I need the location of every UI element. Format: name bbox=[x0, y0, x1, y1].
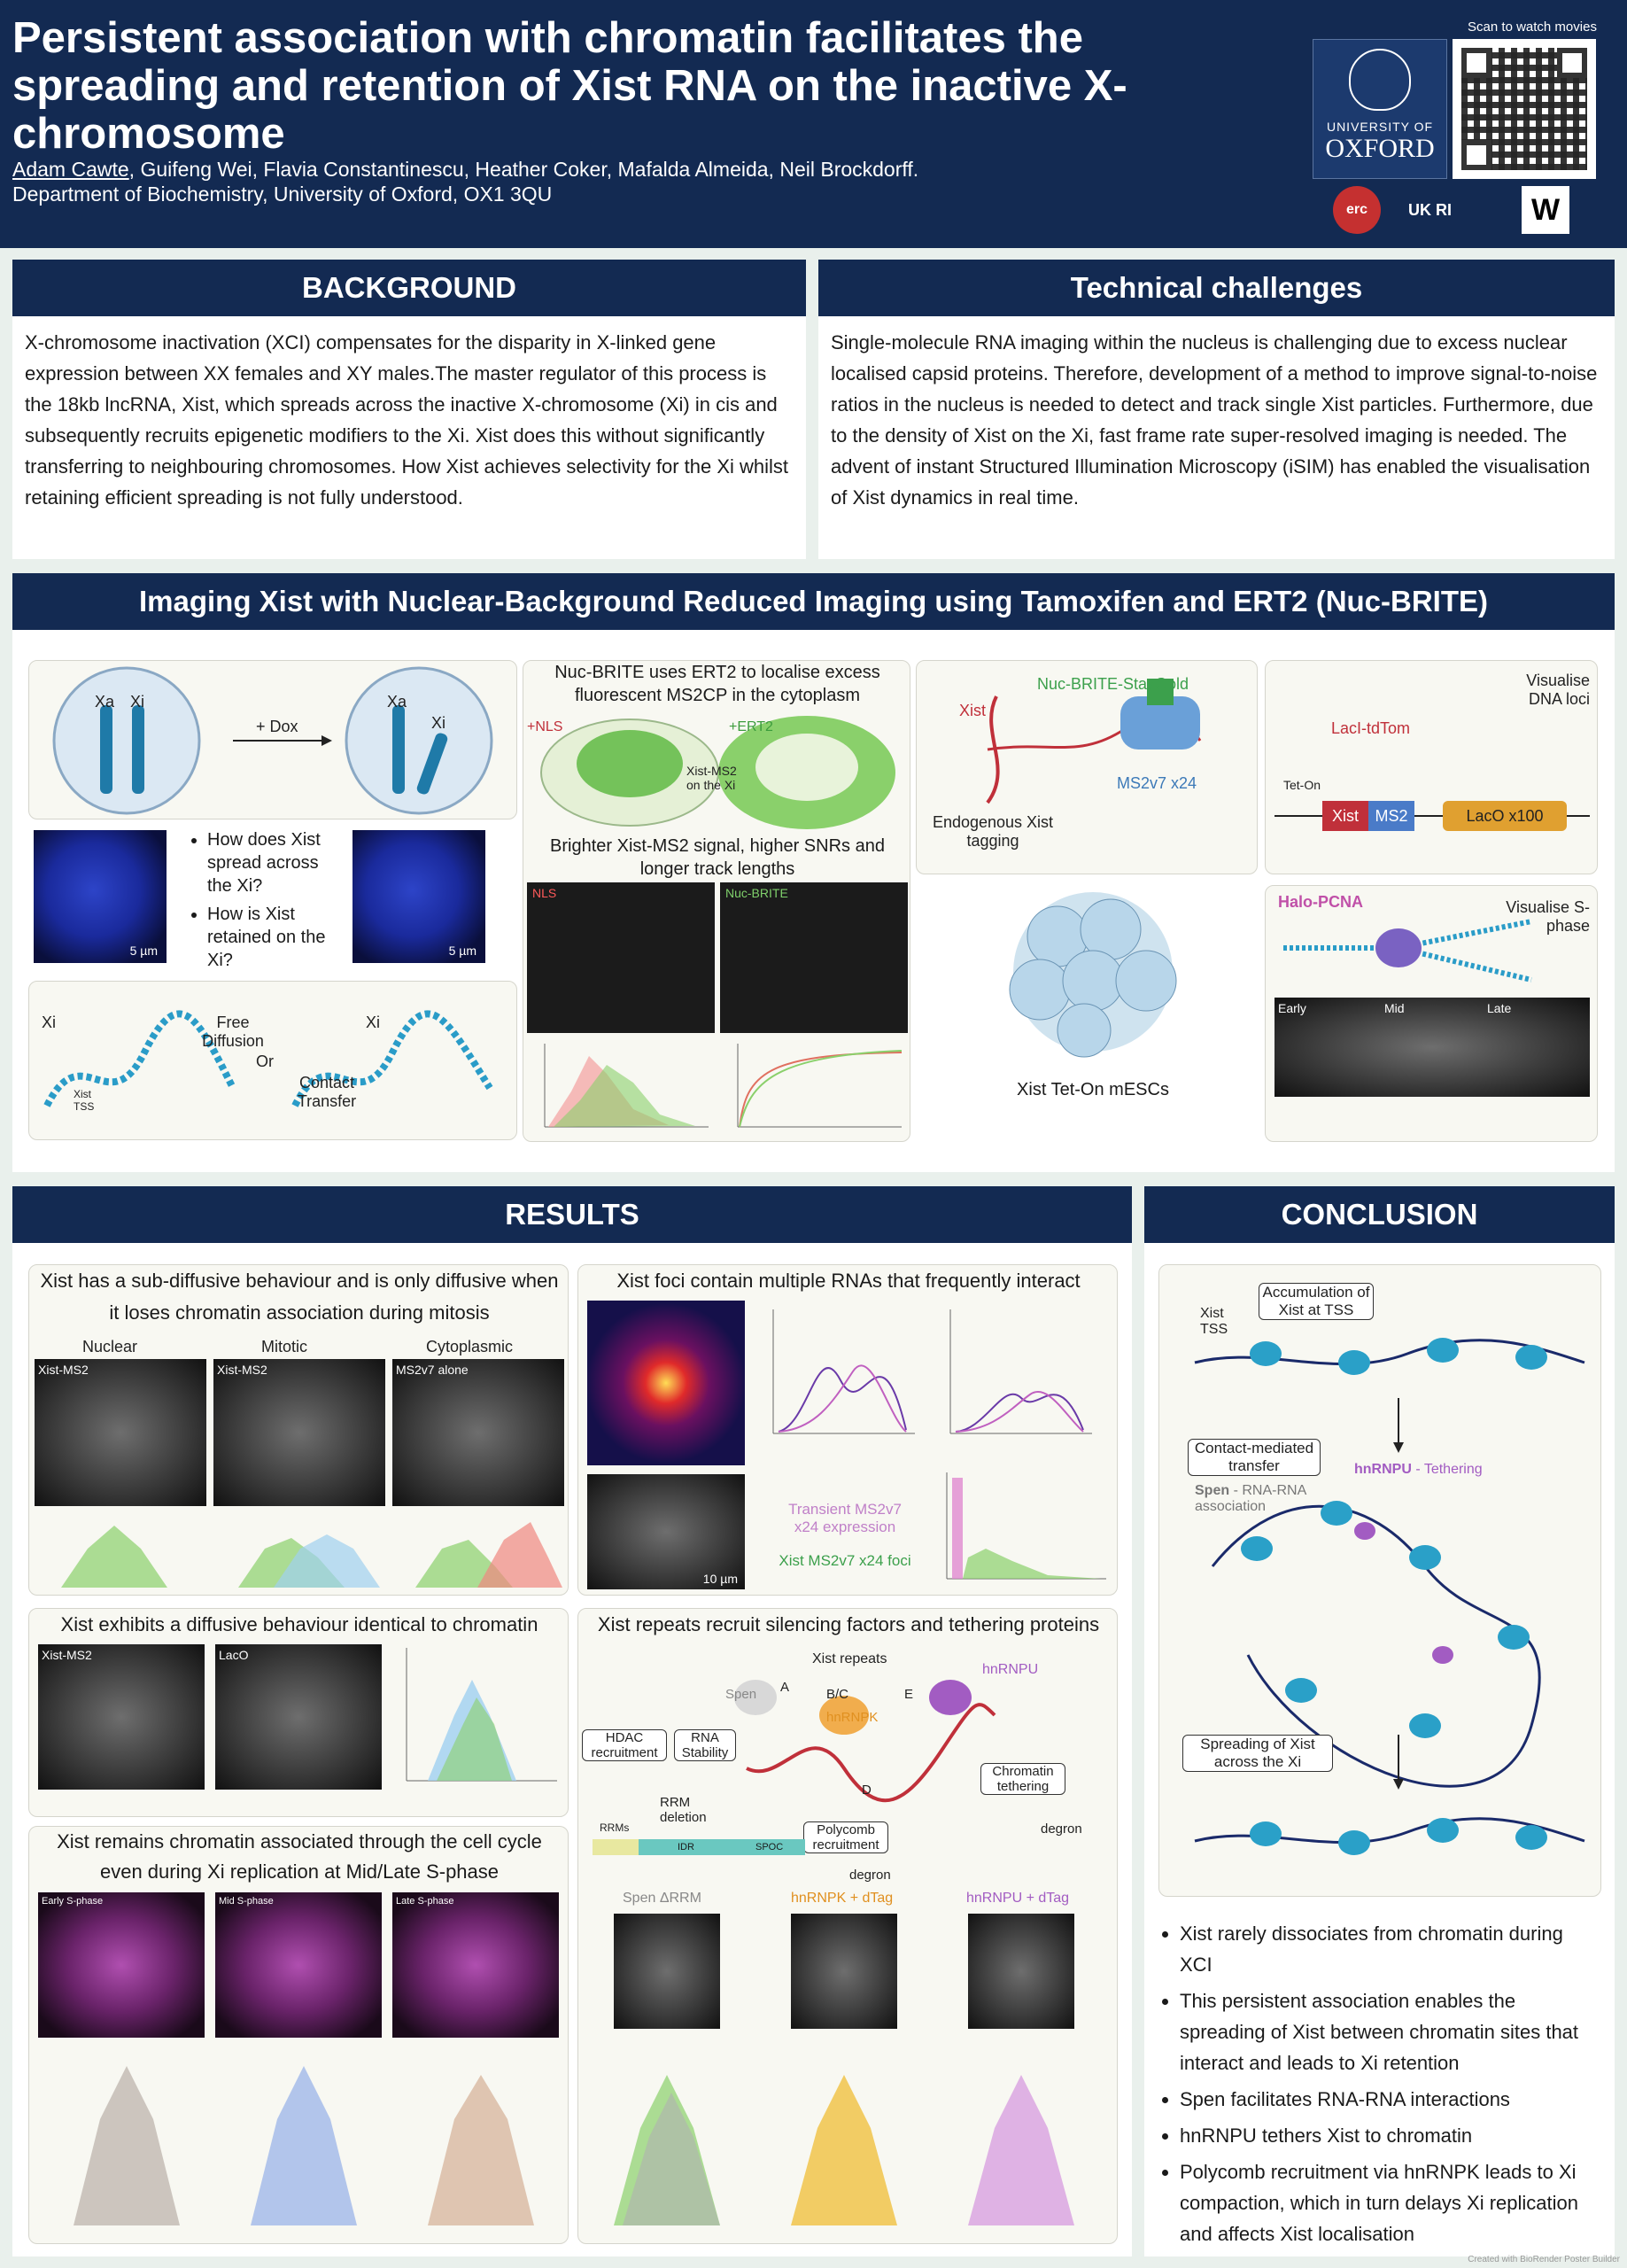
spen-domain-bar bbox=[593, 1839, 805, 1855]
imaging-panel bbox=[12, 573, 1615, 1172]
poster-header bbox=[0, 0, 1627, 248]
tet-on-label: Xist Tet-On mESCs bbox=[1017, 1080, 1169, 1099]
conclusion-diagram bbox=[1158, 1264, 1601, 1897]
conclusion-panel bbox=[1144, 1186, 1615, 2256]
xist-ms2-on-xi-label: Xist-MS2 on the Xi bbox=[686, 764, 737, 792]
col-nuclear: Nuclear bbox=[82, 1338, 138, 1355]
image-label: Early S-phase bbox=[42, 1896, 104, 1907]
snr-histogram bbox=[527, 1038, 715, 1138]
spen-drrm-image bbox=[614, 1914, 720, 2029]
conclusion-list bbox=[1180, 1918, 1596, 2255]
nucbrite-image bbox=[720, 882, 908, 1033]
chromatin-diffusion-panel bbox=[28, 1608, 569, 1817]
repeats-panel bbox=[577, 1608, 1118, 2244]
spen-assoc-text: - RNA-RNA association bbox=[1195, 1483, 1306, 1514]
rrm-domain bbox=[593, 1839, 639, 1855]
mid-label: Mid bbox=[1384, 1001, 1405, 1015]
image-label: Xist-MS2 bbox=[217, 1363, 267, 1377]
background-heading: BACKGROUND bbox=[12, 260, 806, 316]
s-phase-panel bbox=[1265, 885, 1598, 1142]
free-diffusion-label: Free Diffusion bbox=[202, 1014, 264, 1050]
xist-rna-image-before bbox=[34, 830, 167, 963]
nucbrite-panel bbox=[523, 660, 910, 1142]
image-label: Xist-MS2 bbox=[38, 1363, 89, 1377]
image-label: LacO bbox=[219, 1648, 249, 1662]
chromatin-diffusion-title: Xist exhibits a diffusive behaviour identical to chromatin bbox=[60, 1613, 538, 1635]
dox-diagram bbox=[28, 660, 517, 819]
repeats-title: Xist repeats recruit silencing factors and tethering proteins bbox=[597, 1613, 1100, 1635]
xist-label: Xist bbox=[959, 702, 987, 719]
spreading-box: Spreading of Xist across the Xi bbox=[1182, 1735, 1333, 1772]
results-panel bbox=[12, 1186, 1132, 2256]
tethering-text: - Tethering bbox=[1411, 1462, 1483, 1477]
nls-image bbox=[527, 882, 715, 1033]
idr-label: IDR bbox=[678, 1842, 694, 1852]
poster-title: Persistent association with chromatin facilitates the spreading and retention of Xist RNA on the inactive X-chromosome bbox=[12, 14, 1127, 158]
xa-label: Xa bbox=[387, 693, 407, 711]
repeat-d-label: D bbox=[862, 1783, 872, 1798]
mesc-cluster-svg bbox=[978, 874, 1208, 1069]
rrms-label: RRMs bbox=[600, 1821, 630, 1834]
spreading-models bbox=[28, 981, 517, 1140]
subdiffusive-panel bbox=[28, 1264, 569, 1596]
subdiffusive-title: Xist has a sub-diffusive behaviour and is only diffusive when it loses chromatin association during mitosis bbox=[40, 1270, 559, 1324]
challenges-heading: Technical challenges bbox=[818, 260, 1615, 316]
foci-panel bbox=[577, 1264, 1118, 1596]
xi-label: Xi bbox=[366, 1014, 381, 1031]
conclusion-item: • Xist rarely dissociates from chromatin during XCI bbox=[1180, 1918, 1596, 1980]
halo-pcna-label: Halo-PCNA bbox=[1278, 893, 1364, 911]
spen-label: Spen bbox=[725, 1687, 757, 1702]
spen-name: Spen bbox=[1195, 1483, 1230, 1498]
scale-bar-label: 5 µm bbox=[129, 944, 158, 958]
affiliation: Department of Biochemistry, University of Oxford, OX1 3QU bbox=[12, 183, 553, 206]
ukri-logo: UK RI bbox=[1408, 201, 1452, 219]
qr-finder-icon bbox=[1461, 140, 1491, 170]
mid-s-image bbox=[215, 1892, 382, 2038]
conclusion-item: • This persistent association enables the spreading of Xist between chromatin sites that interact and leads to Xi retention bbox=[1180, 1985, 1596, 2078]
scale-bar-label: 5 µm bbox=[448, 944, 476, 958]
nls-label: +NLS bbox=[527, 719, 563, 734]
challenges-text: Single-molecule RNA imaging within the nucleus is challenging due to excess nuclear localised capsid proteins. Therefore, development of a method to improve signal-to-noise ratios in the nucleus is needed to detect and track single Xist particles. Furthermore, due to the density of Xist on the Xi, fast frame rate super-resolved imaging is needed. The advent of instant Structured Illumination Microscopy (iSIM) has enabled the visualisation of Xist dynamics in real time. bbox=[831, 331, 1598, 509]
oxford-crest-icon bbox=[1349, 49, 1411, 111]
scan-label: Scan to watch movies bbox=[1468, 19, 1597, 35]
xist-ms2-image bbox=[38, 1644, 205, 1790]
replication-fork-svg bbox=[1266, 913, 1599, 992]
hnrnpu-name: hnRNPU bbox=[1354, 1462, 1412, 1477]
qr-pattern bbox=[1461, 48, 1587, 170]
molecule-count-histogram bbox=[933, 1469, 1110, 1589]
chromatin-histogram bbox=[392, 1644, 561, 1790]
early-s-image bbox=[38, 1892, 205, 2038]
repeat-a-label: A bbox=[780, 1680, 790, 1695]
xist-rna-image-after bbox=[353, 830, 485, 963]
foci-title: Xist foci contain multiple RNAs that frequently interact bbox=[616, 1270, 1081, 1292]
endogenous-tagging-label: Endogenous Xist tagging bbox=[932, 813, 1054, 850]
or-label: Or bbox=[256, 1052, 274, 1070]
cell-cycle-title: Xist remains chromatin associated through the cell cycle even during Xi replication at Mid/Late S-phase bbox=[57, 1830, 542, 1883]
hnrnpu-tether-label bbox=[1354, 1462, 1483, 1478]
brighter-caption: Brighter Xist-MS2 signal, higher SNRs and longer track lengths bbox=[550, 836, 885, 879]
chromatin-fibre-svg bbox=[29, 982, 518, 1141]
image-label: Xist-MS2 bbox=[42, 1648, 92, 1662]
xist-tss-label: Xist TSS bbox=[1200, 1306, 1228, 1337]
ert2-label: +ERT2 bbox=[729, 719, 773, 734]
degron-label: degron bbox=[1041, 1821, 1082, 1837]
dox-label: + Dox bbox=[256, 718, 298, 735]
xi-label: Xi bbox=[130, 693, 145, 711]
s-phase-histograms bbox=[38, 2048, 561, 2234]
laco-image bbox=[215, 1644, 382, 1790]
authors bbox=[12, 156, 918, 183]
nucbrite-caption: Nuc-BRITE uses ERT2 to localise excess fluorescent MS2CP in the cytoplasm bbox=[554, 663, 880, 705]
erc-logo: erc bbox=[1333, 186, 1381, 234]
spen-assoc-label bbox=[1195, 1483, 1328, 1515]
degron-label: degron bbox=[849, 1868, 891, 1883]
hnrnpk-dtag-image bbox=[791, 1914, 897, 2029]
endogenous-tagging-panel bbox=[916, 660, 1258, 874]
visualise-dna-label: Visualise DNA loci bbox=[1526, 672, 1590, 708]
foci-cell-image bbox=[587, 1474, 745, 1589]
xa-label: Xa bbox=[95, 693, 115, 711]
col-cytoplasmic: Cytoplasmic bbox=[426, 1338, 514, 1355]
repeat-e-label: E bbox=[904, 1687, 914, 1702]
xi-label: Xi bbox=[42, 1014, 57, 1031]
foci-label: Xist MS2v7 x24 foci bbox=[779, 1552, 911, 1569]
construct-xist: Xist bbox=[1322, 801, 1368, 831]
chromatin-tethering-box: Chromatin tethering bbox=[980, 1763, 1065, 1795]
oxford-line1: UNIVERSITY OF bbox=[1326, 120, 1434, 134]
question-list bbox=[190, 828, 331, 977]
oxford-logo bbox=[1313, 39, 1447, 179]
repeat-bc-label: B/C bbox=[826, 1687, 849, 1702]
xist-tss-label: Xist TSS bbox=[74, 1088, 95, 1113]
xi-label: Xi bbox=[431, 714, 446, 732]
image-label: Late S-phase bbox=[396, 1896, 454, 1907]
nuclear-image bbox=[35, 1359, 206, 1506]
conclusion-item: • Polycomb recruitment via hnRNPK leads to Xi compaction, which in turn delays Xi replication and affects Xist localisation bbox=[1180, 2156, 1596, 2249]
ms2v7-label: MS2v7 x24 bbox=[1117, 774, 1197, 792]
perturbation-histograms bbox=[587, 2039, 1110, 2234]
question-item: • How is Xist retained on the Xi? bbox=[207, 903, 331, 972]
chromatin-model-svg bbox=[1159, 1265, 1602, 1898]
question-item: • How does Xist spread across the Xi? bbox=[207, 828, 331, 897]
rna-stability-box: RNA Stability bbox=[674, 1729, 736, 1761]
late-s-image bbox=[392, 1892, 559, 2038]
spen-drrm-label: Spen ΔRRM bbox=[623, 1891, 701, 1906]
cytoplasmic-image bbox=[392, 1359, 564, 1506]
scale-bar-label: 10 µm bbox=[702, 1572, 738, 1586]
contact-transfer-label: Contact Transfer bbox=[297, 1074, 357, 1110]
image-label: MS2v7 alone bbox=[396, 1363, 469, 1377]
construct-ms2: MS2 bbox=[1368, 801, 1414, 831]
xist-repeats-label: Xist repeats bbox=[812, 1651, 887, 1666]
hnrnpu-dtag-image bbox=[968, 1914, 1074, 2029]
conclusion-item: • Spen facilitates RNA-RNA interactions bbox=[1180, 2084, 1596, 2115]
footer-note: Created with BioRender Poster Builder bbox=[1468, 2255, 1620, 2264]
hnrnpu-label: hnRNPU bbox=[982, 1662, 1039, 1677]
early-label: Early bbox=[1278, 1001, 1306, 1015]
transient-label: Transient MS2v7 x24 expression bbox=[788, 1501, 902, 1535]
late-label: Late bbox=[1487, 1001, 1512, 1015]
mitotic-image bbox=[213, 1359, 385, 1506]
contact-transfer-box: Contact-mediated transfer bbox=[1188, 1439, 1321, 1476]
cell-cycle-panel bbox=[28, 1826, 569, 2244]
spoc-label: SPOC bbox=[755, 1842, 784, 1852]
challenges-panel bbox=[818, 260, 1615, 559]
nucleus-dox-svg bbox=[29, 661, 518, 820]
visualise-s-label: Visualise S-phase bbox=[1506, 898, 1590, 935]
background-text: X-chromosome inactivation (XCI) compensates for the disparity in X-linked gene expression between XX females and XY males.The master regulator of this process is the 18kb lncRNA, Xist, which spreads across the inactive X-chromosome (Xi) in cis and subsequently recruits epigenetic modifiers to the Xi. Xist does this without significantly transferring to neighbouring chromosomes. How Xist achieves selectivity for the Xi whilst retaining efficient spreading is not fully understood. bbox=[25, 331, 789, 509]
staygold-label: Nuc-BRITE-StayGold bbox=[1037, 675, 1189, 693]
nucbrite-image-label: Nuc-BRITE bbox=[725, 886, 788, 900]
oxford-line2: OXFORD bbox=[1325, 134, 1435, 163]
dna-loci-panel bbox=[1265, 660, 1598, 874]
accumulation-box: Accumulation of Xist at TSS bbox=[1259, 1283, 1374, 1320]
polycomb-box: Polycomb recruitment bbox=[803, 1821, 888, 1853]
qr-code[interactable] bbox=[1453, 39, 1596, 179]
track-length-curve bbox=[720, 1038, 908, 1138]
hnrnpk-label: hnRNPK bbox=[826, 1710, 879, 1725]
wellcome-logo: W bbox=[1522, 186, 1569, 234]
nls-image-label: NLS bbox=[532, 886, 557, 900]
hdac-box: HDAC recruitment bbox=[582, 1729, 667, 1761]
teton-label: Tet-On bbox=[1283, 778, 1321, 792]
qr-finder-icon bbox=[1461, 48, 1491, 78]
conclusion-heading: CONCLUSION bbox=[1144, 1186, 1615, 1243]
s-phase-image bbox=[1274, 998, 1590, 1097]
laci-label: LacI-tdTom bbox=[1331, 719, 1411, 737]
hnrnpu-dtag-label: hnRNPU + dTag bbox=[966, 1891, 1070, 1906]
intensity-profiles bbox=[755, 1301, 1110, 1451]
rrm-deletion-label: RRM deletion bbox=[660, 1795, 707, 1825]
diffusion-histograms bbox=[35, 1513, 564, 1593]
hnrnpk-dtag-label: hnRNPK + dTag bbox=[791, 1891, 894, 1906]
conclusion-item: • hnRNPU tethers Xist to chromatin bbox=[1180, 2120, 1596, 2151]
qr-finder-icon bbox=[1557, 48, 1587, 78]
foci-heatmap-image bbox=[587, 1301, 745, 1465]
imaging-heading: Imaging Xist with Nuclear-Background Reduced Imaging using Tamoxifen and ERT2 (Nuc-BRITE) bbox=[12, 573, 1615, 630]
col-mitotic: Mitotic bbox=[261, 1338, 308, 1355]
background-panel bbox=[12, 260, 806, 559]
construct-laco: LacO x100 bbox=[1443, 801, 1567, 831]
other-authors: , Guifeng Wei, Flavia Constantinescu, Heather Coker, Mafalda Almeida, Neil Brockdorff. bbox=[128, 158, 919, 181]
image-label: Mid S-phase bbox=[219, 1896, 274, 1907]
results-heading: RESULTS bbox=[12, 1186, 1132, 1243]
first-author: Adam Cawte bbox=[12, 158, 129, 181]
